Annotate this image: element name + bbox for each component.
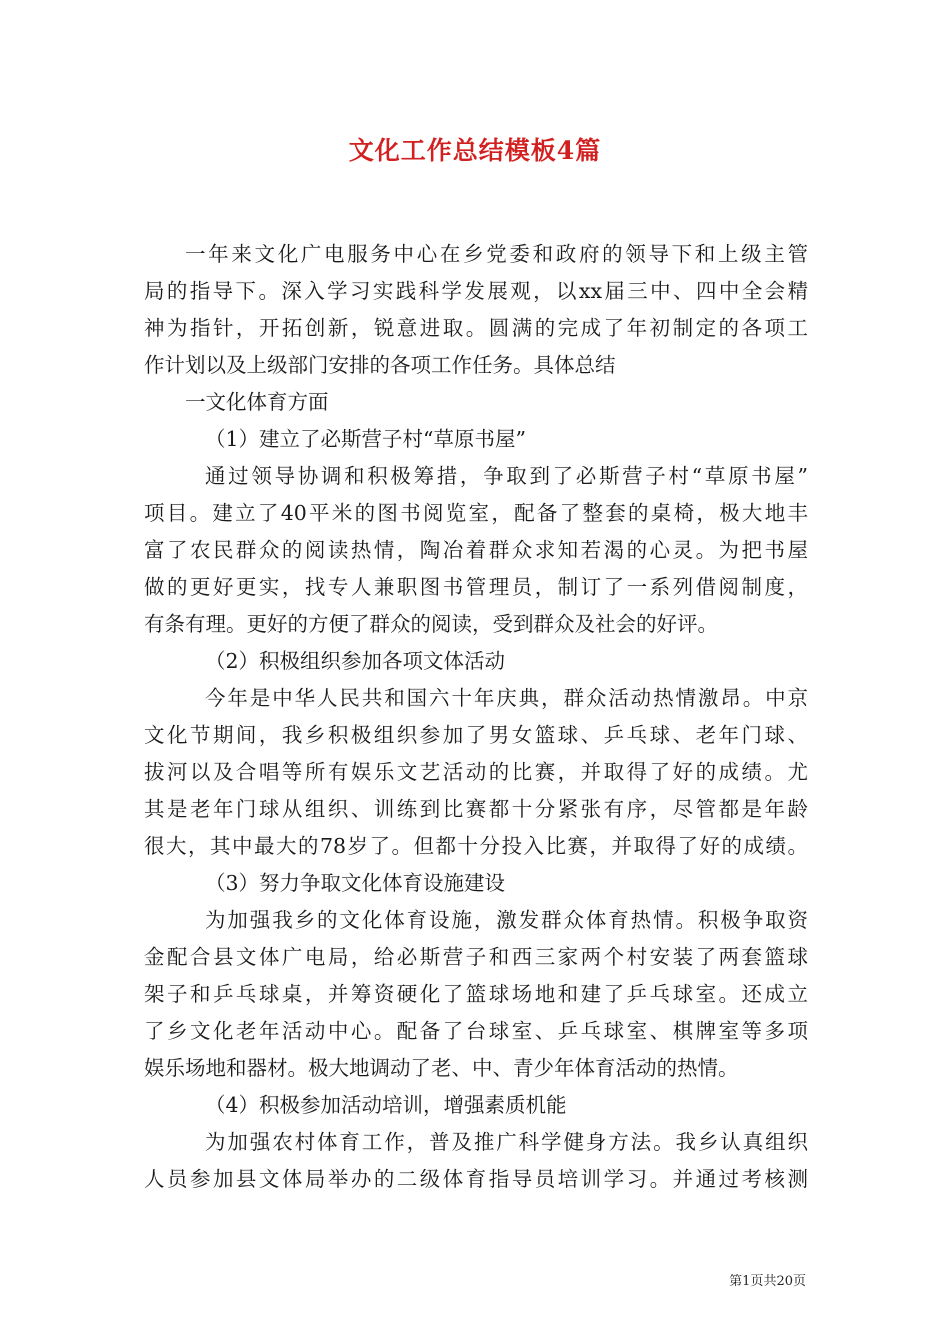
body-line: 项目。建立了40平米的图书阅览室，配备了整套的桌椅，极大地丰 [144, 501, 808, 525]
body-line: 做的更好更实，找专人兼职图书管理员，制订了一系列借阅制度， [144, 575, 808, 599]
body-line: 架子和乒乓球桌，并筹资硬化了篮球场地和建了乒乓球室。还成立 [144, 982, 808, 1006]
body-line: 金配合县文体广电局，给必斯营子和西三家两个村安装了两套篮球 [144, 945, 808, 969]
body-line: 其是老年门球从组织、训练到比赛都十分紧张有序，尽管都是年龄 [144, 797, 808, 821]
body-line: 文化节期间，我乡积极组织参加了男女篮球、乒乓球、老年门球、 [144, 723, 808, 747]
body-line: 娱乐场地和器材。极大地调动了老、中、青少年体育活动的热情。 [144, 1056, 739, 1080]
body-line: 通过领导协调和积极筹措，争取到了必斯营子村“草原书屋” [205, 464, 808, 488]
body-line: 了乡文化老年活动中心。配备了台球室、乒乓球室、棋牌室等多项 [144, 1019, 808, 1043]
body-line: 很大，其中最大的78岁了。但都十分投入比赛，并取得了好的成绩。 [144, 834, 808, 858]
body-line: 有条有理。更好的方便了群众的阅读，受到群众及社会的好评。 [144, 612, 718, 636]
body-line: 神为指针，开拓创新，锐意进取。圆满的完成了年初制定的各项工 [144, 316, 808, 340]
body-line: 拔河以及合唱等所有娱乐文艺活动的比赛，并取得了好的成绩。尤 [144, 760, 808, 784]
body-line: 人员参加县文体局举办的二级体育指导员培训学习。并通过考核测 [144, 1167, 808, 1191]
body-line: 一年来文化广电服务中心在乡党委和政府的领导下和上级主管 [185, 242, 808, 266]
body-line: 作计划以及上级部门安排的各项工作任务。具体总结 [144, 353, 616, 377]
document-title: 文化工作总结模板4篇 [348, 136, 602, 165]
body-line: （2）积极组织参加各项文体活动 [205, 649, 506, 673]
body-line: 今年是中华人民共和国六十年庆典，群众活动热情激昂。中京 [205, 686, 808, 710]
body-line: （1）建立了必斯营子村“草原书屋” [205, 427, 527, 451]
body-line: （4）积极参加活动培训，增强素质机能 [205, 1093, 567, 1117]
body-line: 富了农民群众的阅读热情，陶冶着群众求知若渴的心灵。为把书屋 [144, 538, 808, 562]
page-footer: 第1页共20页 [729, 1274, 806, 1289]
body-line: 局的指导下。深入学习实践科学发展观，以xx届三中、四中全会精 [144, 279, 808, 303]
body-line: 为加强我乡的文化体育设施，激发群众体育热情。积极争取资 [205, 908, 808, 932]
body-line: 为加强农村体育工作，普及推广科学健身方法。我乡认真组织 [205, 1130, 808, 1154]
body-line: 一文化体育方面 [185, 390, 329, 414]
document-body [144, 236, 808, 1198]
body-line: （3）努力争取文化体育设施建设 [205, 871, 506, 895]
